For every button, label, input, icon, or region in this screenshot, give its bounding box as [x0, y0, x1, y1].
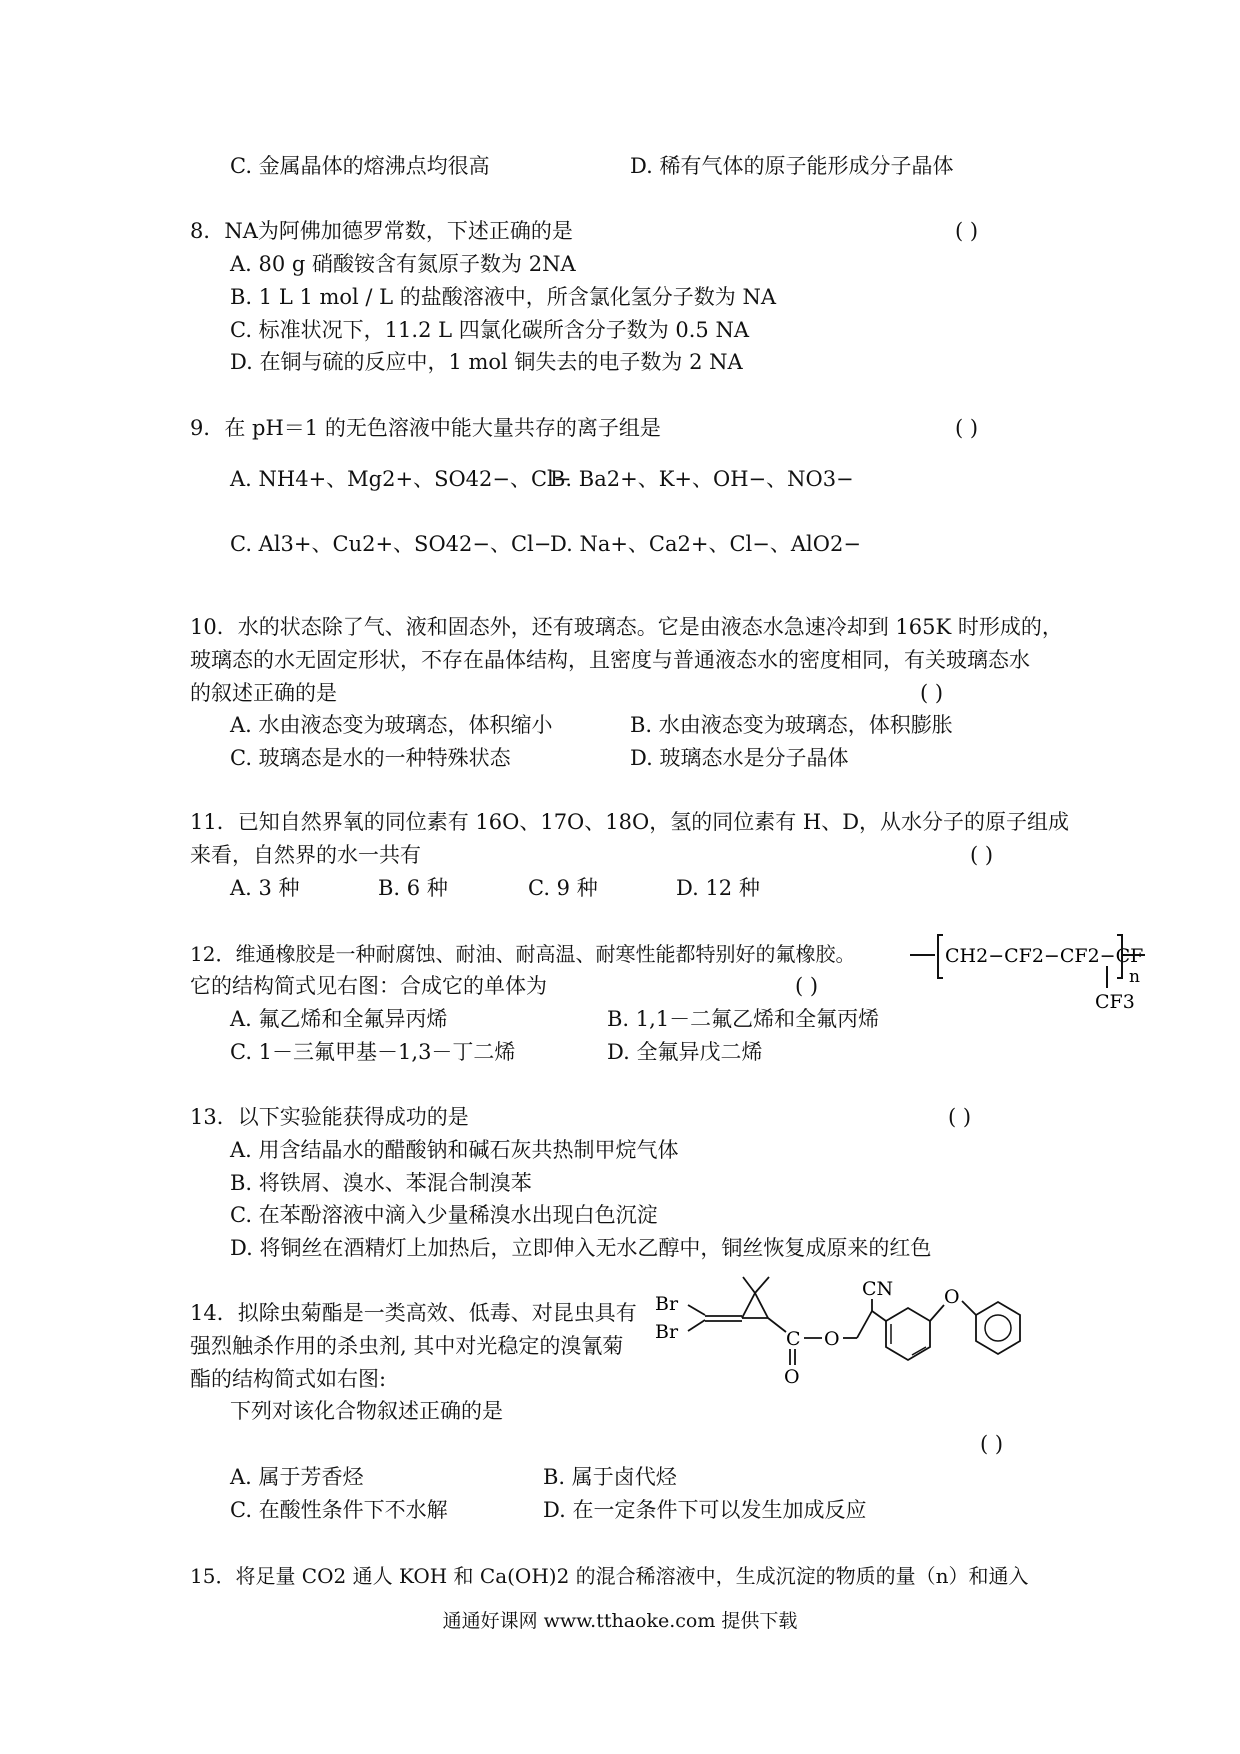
q10-option-b: B. 水由液态变为玻璃态，体积膨胀 [630, 713, 953, 737]
q14-o3-text: O [944, 1286, 960, 1308]
q10-line1: 10．水的状态除了气、液和固态外，还有玻璃态。它是由液态水急速冷却到 165K 时形成的， [190, 615, 1063, 639]
q11-answer-paren: ( ) [970, 843, 994, 867]
q14-option-a: A. 属于芳香烃 [230, 1465, 364, 1489]
q12-answer-paren: ( ) [795, 974, 819, 998]
q13-answer-paren: ( ) [948, 1105, 972, 1129]
q8-option-c: C. 标准状况下，11.2 L 四氯化碳所含分子数为 0.5 NA [230, 318, 750, 342]
q14-option-c: C. 在酸性条件下不水解 [230, 1498, 448, 1522]
q12-chain-text: CH2−CF2−CF2−CF [945, 945, 1144, 967]
q10-option-a: A. 水由液态变为玻璃态，体积缩小 [230, 713, 553, 737]
q14-option-d: D. 在一定条件下可以发生加成反应 [543, 1498, 867, 1522]
q13-option-d: D. 将铜丝在酒精灯上加热后，立即伸入无水乙醇中，铜丝恢复成原来的红色 [230, 1236, 932, 1260]
q13-option-b: B. 将铁屑、溴水、苯混合制溴苯 [230, 1171, 532, 1195]
q14-br1-text: Br [655, 1293, 679, 1315]
q9-option-b: B. Ba2+、K+、OH−、NO3− [550, 467, 854, 491]
q14-c-text: C [786, 1328, 801, 1350]
q15-line1: 15．将足量 CO2 通人 KOH 和 Ca(OH)2 的混合稀溶液中，生成沉淀的物质的量（n）和通入 [190, 1564, 1029, 1588]
q14-o2-text: O [824, 1328, 840, 1350]
q11-option-a: A. 3 种 [230, 876, 300, 900]
q13-option-a: A. 用含结晶水的醋酸钠和碱石灰共热制甲烷气体 [230, 1138, 679, 1162]
q13-stem: 13．以下实验能获得成功的是 [190, 1105, 469, 1129]
q9-option-a: A. NH4+、Mg2+、SO42−、Cl− [230, 467, 572, 491]
q9-answer-paren: ( ) [955, 416, 979, 440]
q9-option-c: C. Al3+、Cu2+、SO42−、Cl− [230, 532, 552, 556]
q12-line1: 12．维通橡胶是一种耐腐蚀、耐油、耐高温、耐寒性能都特别好的氟橡胶。 [190, 942, 856, 966]
q11-option-d: D. 12 种 [676, 876, 760, 900]
q8-option-b: B. 1 L 1 mol / L 的盐酸溶液中，所含氯化氢分子数为 NA [230, 285, 777, 309]
q10-line3: 的叙述正确的是 [190, 681, 337, 705]
q14-line1: 14．拟除虫菊酯是一类高效、低毒、对昆虫具有 [190, 1301, 637, 1325]
q10-line2: 玻璃态的水无固定形状，不存在晶体结构，且密度与普通液态水的密度相同，有关玻璃态水 [190, 648, 1030, 672]
q9-stem: 9．在 pH＝1 的无色溶液中能大量共存的离子组是 [190, 416, 661, 440]
q14-deltamethrin-structure [650, 1265, 1050, 1390]
page-footer: 通通好课网 www.tthaoke.com 提供下载 [442, 1610, 798, 1632]
q12-option-d: D. 全氟异戊二烯 [607, 1040, 763, 1064]
q11-option-c: C. 9 种 [528, 876, 598, 900]
q8-stem: 8．NA为阿佛加德罗常数，下述正确的是 [190, 219, 573, 243]
q11-option-b: B. 6 种 [378, 876, 448, 900]
q7-option-d: D. 稀有气体的原子能形成分子晶体 [630, 154, 954, 178]
q10-answer-paren: ( ) [920, 681, 944, 705]
q14-line3: 酯的结构简式如右图: [190, 1367, 387, 1391]
q8-option-d: D. 在铜与硫的反应中，1 mol 铜失去的电子数为 2 NA [230, 350, 743, 374]
q11-line2: 来看，自然界的水一共有 [190, 843, 421, 867]
q12-polymer-structure [905, 920, 1155, 1020]
q14-br2-text: Br [655, 1321, 679, 1343]
q8-answer-paren: ( ) [955, 219, 979, 243]
q12-line2: 它的结构简式见右图：合成它的单体为 [190, 974, 547, 998]
q14-answer-paren: ( ) [980, 1432, 1004, 1456]
q12-option-c: C. 1－三氟甲基－1,3－丁二烯 [230, 1040, 516, 1064]
q7-option-c: C. 金属晶体的熔沸点均很高 [230, 154, 490, 178]
q14-option-b: B. 属于卤代烃 [543, 1465, 677, 1489]
q8-option-a: A. 80 g 硝酸铵含有氮原子数为 2NA [230, 252, 576, 276]
q14-line2: 强烈触杀作用的杀虫剂, 其中对光稳定的溴氰菊 [190, 1334, 624, 1358]
q9-option-d: D. Na+、Ca2+、Cl−、AlO2− [550, 532, 861, 556]
q12-option-a: A. 氟乙烯和全氟异丙烯 [230, 1007, 448, 1031]
q12-branch-text: CF3 [1095, 991, 1135, 1013]
q14-o1-text: O [784, 1366, 800, 1388]
q12-n-text: n [1129, 967, 1140, 987]
q10-option-d: D. 玻璃态水是分子晶体 [630, 746, 849, 770]
q14-line4: 下列对该化合物叙述正确的是 [230, 1399, 503, 1423]
q14-cn-text: CN [862, 1278, 894, 1300]
q11-line1: 11．已知自然界氧的同位素有 16O、17O、18O，氢的同位素有 H、D，从水分子的原子组成 [190, 810, 1070, 834]
q12-option-b: B. 1,1－二氟乙烯和全氟丙烯 [607, 1007, 880, 1031]
q10-option-c: C. 玻璃态是水的一种特殊状态 [230, 746, 511, 770]
q13-option-c: C. 在苯酚溶液中滴入少量稀溴水出现白色沉淀 [230, 1203, 658, 1227]
